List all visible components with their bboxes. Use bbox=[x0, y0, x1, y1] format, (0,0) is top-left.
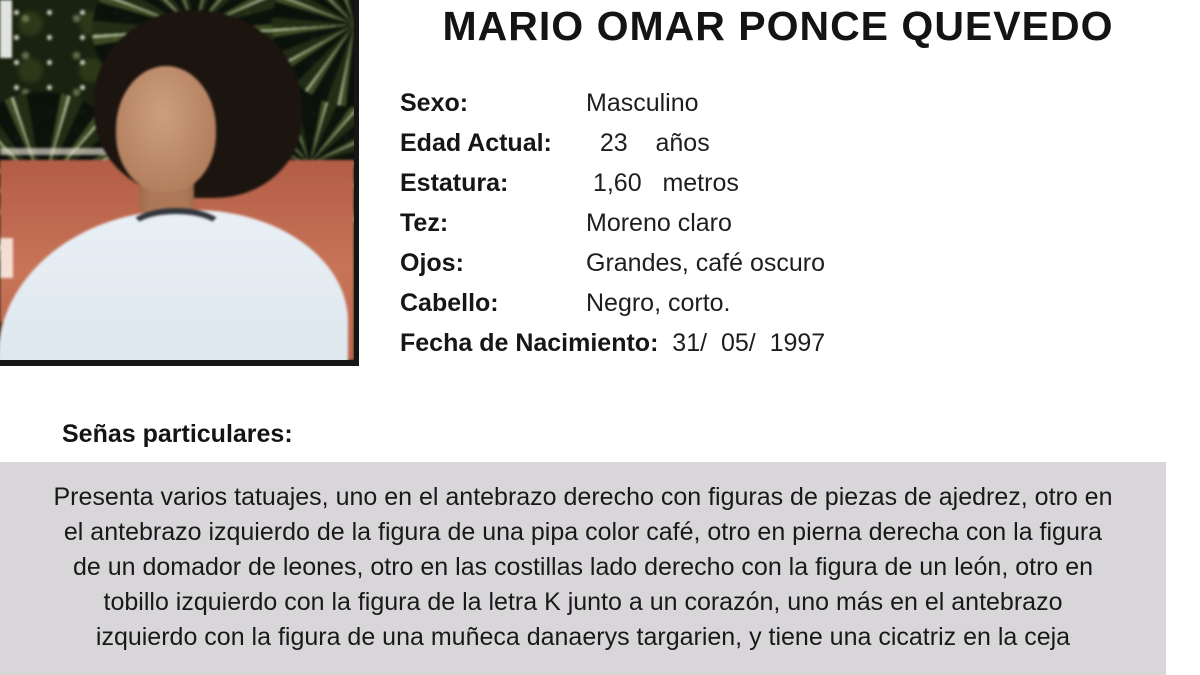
detail-value: 31/ 05/ 1997 bbox=[658, 328, 826, 357]
detail-label: Cabello: bbox=[400, 288, 499, 317]
senas-particulares-panel bbox=[0, 462, 1166, 675]
detail-row-tez bbox=[400, 203, 825, 243]
senas-text-line: de un domador de leones, otro en las costillas lado derecho con la figura de un león, otro en bbox=[72, 553, 1094, 581]
background-light-spot bbox=[0, 238, 13, 278]
senas-text-line: tobillo izquierdo con la figura de la letra K junto a un corazón, uno más en el antebrazo bbox=[103, 588, 1063, 616]
detail-row-edad bbox=[400, 123, 825, 163]
detail-label: Edad Actual: bbox=[400, 128, 552, 157]
senas-text-line: el antebrazo izquierdo de la figura de una pipa color café, otro en pierna derecha con la figura bbox=[63, 518, 1103, 546]
detail-label: Fecha de Nacimiento: bbox=[400, 328, 659, 357]
person-shirt-collar bbox=[126, 208, 226, 254]
detail-label: Estatura: bbox=[400, 168, 509, 197]
person-details bbox=[400, 83, 825, 363]
detail-row-ojos bbox=[400, 243, 825, 283]
detail-value: Grandes, café oscuro bbox=[586, 248, 826, 277]
detail-value: Moreno claro bbox=[586, 208, 732, 237]
senas-text-line: Presenta varios tatuajes, uno en el antebrazo derecho con figuras de piezas de ajedrez, otro en bbox=[53, 483, 1113, 511]
detail-label: Tez: bbox=[400, 208, 449, 237]
detail-row-fecha-nacimiento bbox=[400, 323, 825, 363]
detail-value: Masculino bbox=[586, 88, 699, 117]
person-face bbox=[116, 66, 216, 192]
background-light-spot bbox=[0, 0, 12, 58]
photo-scene bbox=[0, 0, 354, 360]
detail-value: 23 años bbox=[586, 128, 710, 157]
senas-particulares-heading: Señas particulares: bbox=[62, 420, 293, 448]
detail-label: Sexo: bbox=[400, 88, 469, 117]
detail-row-estatura bbox=[400, 163, 825, 203]
detail-row-sexo bbox=[400, 83, 825, 123]
missing-person-photo bbox=[0, 0, 359, 366]
senas-text-line: izquierdo con la figura de una muñeca danaerys targarien, y tiene una cicatriz en la ceja bbox=[95, 623, 1071, 651]
detail-row-cabello bbox=[400, 283, 825, 323]
detail-value: Negro, corto. bbox=[586, 288, 731, 317]
detail-value: 1,60 metros bbox=[586, 168, 739, 197]
detail-label: Ojos: bbox=[400, 248, 464, 277]
person-name-title: MARIO OMAR PONCE QUEVEDO bbox=[442, 3, 1114, 49]
